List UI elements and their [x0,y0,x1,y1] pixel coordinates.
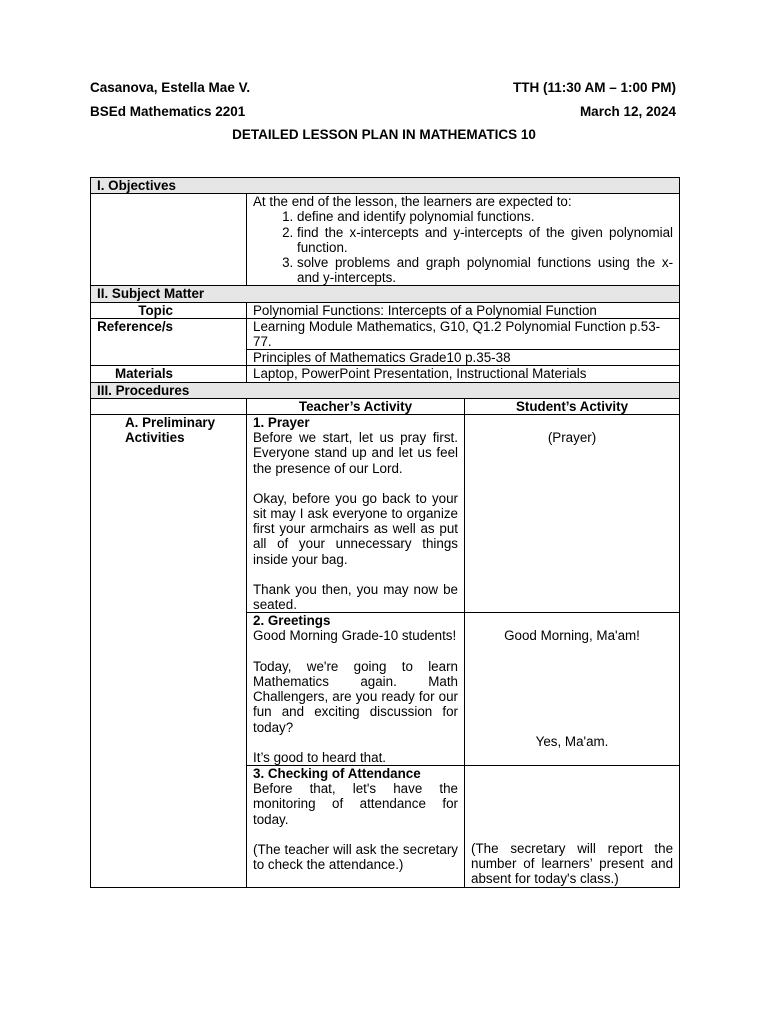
attendance-student-cell [465,765,680,887]
objectives-content [247,194,680,286]
student-activity-header: Student’s Activity [465,398,680,414]
greetings-title: 2. Greetings [253,613,331,629]
prayer-teacher-line: Okay, before you go back to your sit may I ask everyone to organize first your armchairs as well as put all of your unnecessary things inside your bag. [253,490,458,567]
objective-item: 1. define and identify polynomial functions. [297,209,673,224]
student-name: Casanova, Estella Mae V. [90,80,251,95]
materials-value: Laptop, PowerPoint Presentation, Instructional Materials [247,366,680,382]
attendance-student-response: (The secretary will report the number of learners’ present and absent for today's class.) [471,840,674,887]
subject-matter-header-row [91,286,680,302]
procedures-label-spacer [91,398,247,414]
objectives-heading: I. Objectives [91,178,680,194]
greetings-teacher-line: Today, we're going to learn Mathematics again. Math Challengers, are you ready for our fun and exciting discussion for today? [253,658,458,735]
prayer-teacher-line: Before we start, let us pray first. Everyone stand up and let us feel the presence of our Lord. [253,430,458,476]
reference-value: Principles of Mathematics Grade10 p.35-38 [247,350,680,366]
prayer-student-cell [465,415,680,613]
greetings-student-response: Good Morning, Ma'am! [504,628,640,644]
prayer-teacher-line: Thank you then, you may now be seated. [253,581,458,613]
reference-value: Learning Module Mathematics, G10, Q1.2 Polynomial Function p.53-77. [247,318,680,349]
greetings-student-cell [465,613,680,766]
materials-label: Materials [91,366,247,382]
teacher-activity-header: Teacher’s Activity [247,398,465,414]
preliminary-activities-label: A. Preliminary Activities [91,415,247,887]
procedures-header-row [91,382,680,398]
objectives-header-row [91,178,680,194]
objective-item: 3. solve problems and graph polynomial functions using the x- and y-intercepts. [297,255,673,285]
reference-row [91,318,680,349]
attendance-teacher-line: (The teacher will ask the secretary to check the attendance.) [253,841,458,872]
topic-value: Polynomial Functions: Intercepts of a Polynomial Function [247,302,680,318]
objectives-intro: At the end of the lesson, the learners are expected to: [253,194,572,210]
greetings-teacher-line: It’s good to heard that. [253,749,387,765]
materials-row [91,366,680,382]
class-schedule: TTH (11:30 AM – 1:00 PM) [512,80,676,95]
topic-label: Topic [91,302,247,318]
objective-item: 2. find the x-intercepts and y-intercepts of the given polynomial function. [297,225,673,255]
subject-matter-heading: II. Subject Matter [91,286,680,302]
document-title: DETAILED LESSON PLAN IN MATHEMATICS 10 [232,127,536,142]
objectives-list [253,209,673,285]
attendance-title: 3. Checking of Attendance [253,765,421,781]
greetings-teacher-line: Good Morning Grade-10 students! [253,628,457,644]
greetings-student-response: Yes, Ma'am. [535,734,609,750]
procedures-columns-row [91,398,680,414]
objectives-label-cell [91,194,247,286]
course-section: BSEd Mathematics 2201 [90,104,246,119]
attendance-teacher-line: Before that, let's have the monitoring of attendance for today. [253,781,458,827]
prayer-teacher-cell [247,415,465,613]
topic-row [91,302,680,318]
prayer-row [91,415,680,613]
attendance-teacher-cell [247,765,465,887]
prayer-title: 1. Prayer [253,415,310,431]
objectives-row [91,194,680,286]
procedures-heading: III. Procedures [91,382,680,398]
lesson-plan-table [90,177,680,888]
reference-label: Reference/s [91,318,247,366]
prayer-student-response: (Prayer) [547,430,597,446]
lesson-date: March 12, 2024 [579,104,676,119]
greetings-teacher-cell [247,613,465,766]
